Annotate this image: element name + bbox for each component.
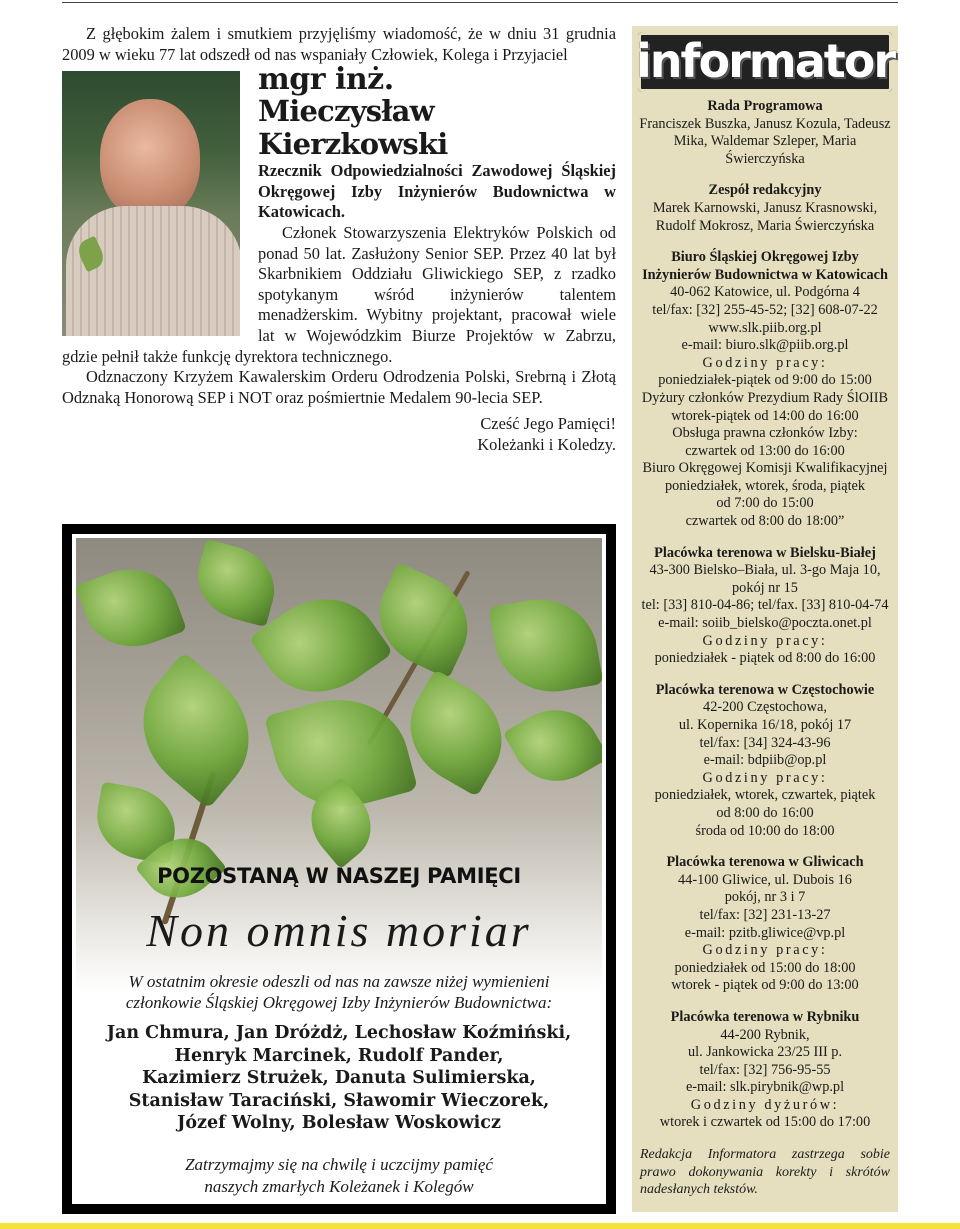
czestochowa-hours-label: Godziny pracy: xyxy=(702,769,828,786)
czestochowa-email[interactable]: e-mail: bdpiib@op.pl xyxy=(703,752,827,769)
biuro-hours-label: Godziny pracy: xyxy=(702,354,828,371)
biuro-line: wtorek-piątek od 14:00 do 16:00 xyxy=(671,407,859,424)
rybnik-line: 44-200 Rybnik, xyxy=(720,1026,810,1043)
biuro-block xyxy=(638,249,892,531)
portrait-shirt xyxy=(66,206,240,336)
zespol-redakcyjny-block xyxy=(638,182,892,235)
bielsko-line: poniedziałek - piątek od 8:00 do 16:00 xyxy=(654,650,876,667)
gliwice-line: poniedziałek od 15:00 do 18:00 xyxy=(674,959,856,976)
memorial-frame xyxy=(62,524,616,1214)
ivy-leaf xyxy=(116,652,275,810)
bielsko-line: 43-300 Bielsko–Biała, ul. 3-go Maja 10, xyxy=(649,562,881,579)
outro-line-1: Zatrzymajmy się na chwilę i uczcijmy pamięć xyxy=(185,1155,493,1174)
rybnik-email[interactable]: e-mail: slk.pirybnik@wp.pl xyxy=(685,1079,845,1096)
deceased-name: Mieczysław Kierzkowski xyxy=(258,94,448,162)
names-line: Henryk Marcinek, Rudolf Pander, xyxy=(174,1045,504,1066)
bottom-color-bar xyxy=(0,1223,960,1229)
memorial-lead: W ostatnim okresie odeszli od nas na zawsze niżej wymienieni członkowie Śląskiej Okręgowej Izby Inżynierów Budownictwa: xyxy=(125,972,553,1012)
rada-title: Rada Programowa xyxy=(707,98,823,114)
gliwice-line: wtorek - piątek od 9:00 do 13:00 xyxy=(671,977,859,994)
rybnik-hours-label: Godziny dyżurów: xyxy=(690,1096,840,1113)
obituary-article xyxy=(62,24,616,456)
czestochowa-line: poniedziałek, wtorek, czwartek, piątek xyxy=(654,787,876,804)
biuro-line: poniedziałek-piątek od 9:00 do 15:00 xyxy=(658,372,872,389)
memorial-names xyxy=(94,1022,584,1135)
biuro-email[interactable]: e-mail: biuro.slk@piib.org.pl xyxy=(681,337,849,354)
rybnik-line: wtorek i czwartek od 15:00 do 17:00 xyxy=(659,1114,871,1131)
biuro-line: poniedziałek, wtorek, środa, piątek xyxy=(664,477,866,494)
names-line: Józef Wolny, Bolesław Woskowicz xyxy=(177,1113,501,1133)
editorial-note: Redakcja Informatora zastrzega sobie prawo dokonywania korekty i skrótów nadesłanych tekstów. xyxy=(640,1147,890,1198)
ivy-leaf xyxy=(188,539,283,627)
biuro-line: Dyżury członków Prezydium Rady ŚlOIIB xyxy=(641,389,889,406)
rybnik-title: Placówka terenowa w Rybniku xyxy=(670,1008,860,1025)
gliwice-block xyxy=(638,854,892,995)
obituary-intro: Z głębokim żalem i smutkiem przyjęliśmy wiadomość, że w dniu 31 grudnia 2009 w wieku 77 lat odszedł od nas wspaniały Człowiek, Kolega i Przyjaciel xyxy=(62,24,616,64)
deceased-awards: Odznaczony Krzyżem Kawalerskim Orderu Odrodzenia Polski, Srebrną i Złotą Odznaką Honorową SEP i NOT oraz pośmiertnie Medalem 90-lecia SEP. xyxy=(62,367,616,407)
memorial-outro xyxy=(102,1154,576,1198)
informator-logo: informator xyxy=(638,32,892,92)
bielsko-block xyxy=(638,545,892,668)
closing-line-1: Cześć Jego Pamięci! xyxy=(480,414,616,434)
deceased-role: Rzecznik Odpowiedzialności Zawodowej Śląskiej Okręgowej Izby Inżynierów Budownictwa w Katowicach. xyxy=(258,161,616,222)
biuro-line: Obsługa prawna członków Izby: xyxy=(672,425,858,442)
czestochowa-line: ul. Kopernika 16/18, pokój 17 xyxy=(678,717,852,733)
biuro-line: od 7:00 do 15:00 xyxy=(716,495,814,512)
zespol-title: Zespół redakcyjny xyxy=(708,182,822,199)
czestochowa-block xyxy=(638,682,892,840)
biuro-line: czwartek od 8:00 do 18:00” xyxy=(685,513,845,530)
gliwice-title: Placówka terenowa w Gliwicach xyxy=(666,854,864,871)
deceased-bio: Członek Stowarzyszenia Elektryków Polskich od ponad 50 lat. Zasłużony Senior SEP. Przez 40 lat był Skarbnikiem Oddziału Gliwickiego SEP, z rzadko spotykanym wśród inżynierów talentem menadżerskim. Wybitny projektant, pracował wiele lat w Wojewódzkim Biurze Projektów w Zabrzu, gdzie pełnił także funkcję dyrektora technicznego. xyxy=(62,222,616,366)
outro-line-2: naszych zmarłych Koleżanek i Kolegów xyxy=(204,1177,474,1196)
biuro-title: Biuro Śląskiej Okręgowej Izby Inżynierów Budownictwa w Katowicach xyxy=(642,249,888,283)
rada-programowa-block xyxy=(638,98,892,168)
czestochowa-line: od 8:00 do 16:00 xyxy=(716,804,814,821)
zespol-members: Marek Karnowski, Janusz Krasnowski, Rudolf Mokrosz, Maria Świerczyńska xyxy=(652,199,878,234)
gliwice-hours-label: Godziny pracy: xyxy=(702,942,828,959)
ivy-leaf xyxy=(503,693,602,798)
obituary-closing xyxy=(62,414,616,455)
informator-sidebar xyxy=(632,26,898,1212)
rybnik-line: tel/fax: [32] 756-95-55 xyxy=(699,1061,831,1078)
gliwice-email[interactable]: e-mail: pzitb.gliwice@vp.pl xyxy=(684,924,846,941)
biuro-line: 40-062 Katowice, ul. Podgórna 4 xyxy=(670,284,860,301)
biuro-line: tel/fax: [32] 255-45-52; [32] 608-07-22 xyxy=(652,301,878,318)
memorial-heading: POZOSTANĄ W NASZEJ PAMIĘCI xyxy=(157,864,521,888)
bielsko-line: tel: [33] 810-04-86; tel/fax. [33] 810-04-74 xyxy=(641,597,889,614)
bielsko-line: pokój nr 15 xyxy=(732,579,798,596)
portrait-head xyxy=(100,99,200,219)
ivy-leaf xyxy=(76,555,187,661)
biuro-website[interactable]: www.slk.piib.org.pl xyxy=(708,319,822,336)
names-line: Stanisław Taraciński, Sławomir Wieczorek, xyxy=(128,1090,550,1111)
rybnik-block xyxy=(638,1009,892,1132)
bielsko-title: Placówka terenowa w Bielsku-Białej xyxy=(654,544,876,561)
rada-members: Franciszek Buszka, Janusz Kozula, Tadeusz Mika, Waldemar Szleper, Maria Świerczyńska xyxy=(639,115,891,167)
czestochowa-line: środa od 10:00 do 18:00 xyxy=(695,822,835,839)
biuro-line: Biuro Okręgowej Komisji Kwalifikacyjnej xyxy=(642,460,888,477)
gliwice-line: tel/fax: [32] 231-13-27 xyxy=(699,906,831,923)
names-line: Kazimierz Strużek, Danuta Sulimierska, xyxy=(142,1068,536,1088)
czestochowa-title: Placówka terenowa w Częstochowie xyxy=(655,681,875,698)
bielsko-hours-label: Godziny pracy: xyxy=(702,632,828,649)
memorial-latin-motto: Non omnis moriar xyxy=(146,905,532,956)
gliwice-line: 44-100 Gliwice, ul. Dubois 16 xyxy=(678,871,852,888)
czestochowa-line: 42-200 Częstochowa, xyxy=(703,699,827,716)
deceased-title: mgr inż. xyxy=(258,62,394,98)
top-rule xyxy=(62,2,898,3)
bielsko-email[interactable]: e-mail: soiib_bielsko@poczta.onet.pl xyxy=(658,615,872,632)
czestochowa-line: tel/fax: [34] 324-43-96 xyxy=(699,734,831,751)
portrait-photo xyxy=(62,71,240,336)
ivy-leaf xyxy=(489,590,602,701)
biuro-line: czwartek od 13:00 do 16:00 xyxy=(685,442,845,459)
memorial-inner xyxy=(72,534,606,1204)
gliwice-line: pokój, nr 3 i 7 xyxy=(724,889,806,906)
closing-line-2: Koleżanki i Koledzy. xyxy=(477,434,616,454)
rybnik-line: ul. Jankowicka 23/25 III p. xyxy=(687,1044,843,1061)
names-line: Jan Chmura, Jan Dróżdż, Lechosław Koźmiński, xyxy=(106,1023,572,1043)
